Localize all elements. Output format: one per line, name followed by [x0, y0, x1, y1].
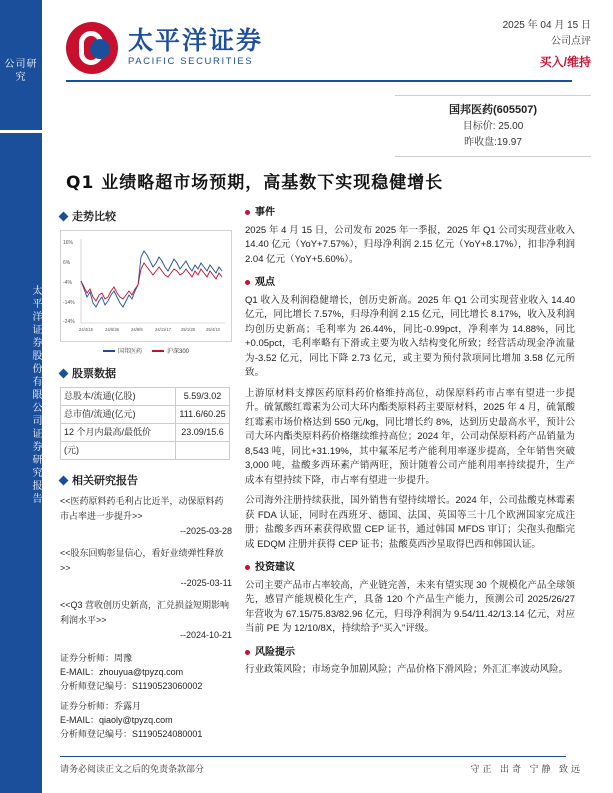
report-date: 2025 年 04 月 15 日	[502, 20, 591, 31]
row-value: 23.09/15.6	[176, 424, 230, 442]
paragraph: 行业政策风险；市场竞争加剧风险；产品价格下滑风险；外汇汇率波动风险。	[245, 664, 569, 675]
page-title: Q1 业绩略超市场预期，高基数下实现稳健增长	[66, 173, 444, 193]
stock-data-title: 股票数据	[72, 368, 116, 380]
analyst-cert: 分析师登记编号：S1190524080001	[60, 729, 203, 739]
list-item[interactable]	[60, 598, 232, 643]
stock-header-box	[395, 95, 591, 157]
report-type: 公司点评	[551, 36, 591, 47]
table-row	[61, 406, 230, 424]
section-event	[245, 206, 575, 267]
related-reports-section-head	[60, 472, 232, 488]
target-price: 目标价: 25.00	[462, 121, 524, 132]
related-reports-title: 相关研究报告	[72, 475, 138, 487]
section-title: 事件	[255, 207, 275, 218]
page-header	[42, 0, 613, 96]
last-close-price: 昨收盘:19.97	[464, 137, 522, 148]
table-row	[61, 424, 230, 442]
chart-title: 走势比较	[72, 211, 116, 223]
brand-name-en: PACIFIC SECURITIES	[128, 56, 254, 67]
row-key: 总市值/流通(亿元)	[61, 406, 176, 424]
section-risk	[245, 646, 575, 678]
rail-tab-1-label: 公司研究	[4, 59, 38, 83]
brand-text	[128, 27, 263, 69]
svg-text:-24%: -24%	[63, 319, 75, 325]
legend-swatch-index	[152, 350, 164, 352]
section-head	[245, 276, 575, 291]
row-key: 总股本/流通(亿股)	[61, 388, 176, 406]
section-head	[245, 561, 575, 576]
rail-tab-company-research	[0, 58, 42, 84]
report-title: <<股东回购彰显信心，看好业绩弹性释放>>	[60, 548, 224, 573]
pacific-logo-icon	[66, 22, 118, 74]
related-reports-list	[60, 494, 232, 643]
paragraph: Q1 收入及利润稳健增长，创历史新高。2025 年 Q1 公司实现营业收入 14.40 亿元，同比增长 7.57%，归母净利润 2.15 亿元，同比增长 8.17%，收入及利润均创历史新高；毛利率为 26.44%，同比-0.99pct，净利率为 14.88%，同比+0.05pct，毛利率略有下滑或主要为收入结构变化所致；经营活动现金净流量为-3.52 亿元，同比下降 2.73 亿元，或主要为预付款项同比增加 3.58 亿元所致。	[245, 294, 575, 378]
section-title: 风险提示	[255, 646, 295, 658]
svg-text:-14%: -14%	[63, 300, 75, 306]
rail-tab-2-label: 太平洋证券股份有限公司证券研究报告	[30, 284, 41, 506]
svg-text:-4%: -4%	[63, 280, 72, 286]
row-value: 5.59/3.02	[176, 388, 230, 406]
bullet-dot-icon	[245, 210, 250, 215]
svg-text:24/4/15: 24/4/15	[79, 327, 93, 332]
chart-section-head	[60, 208, 232, 224]
footer-disclaimer: 请务必阅读正文之后的免责条款部分	[60, 764, 205, 774]
left-column	[60, 208, 232, 747]
svg-text:25/1/28: 25/1/28	[181, 327, 195, 332]
report-date: --2025-03-11	[180, 578, 232, 588]
svg-text:24/9/6: 24/9/6	[131, 327, 143, 332]
analyst-name: 证券分析师：乔露月	[60, 701, 142, 711]
rail-tab-firm-name	[0, 245, 42, 545]
svg-text:6%: 6%	[63, 260, 71, 266]
table-row	[61, 388, 230, 406]
report-title: <<医药原料药毛利占比近半，动保原料药市占率进一步提升>>	[60, 496, 224, 521]
analyst-email[interactable]: E-MAIL：qiaoly@tpyzq.com	[60, 715, 173, 725]
section-investment-advice	[245, 561, 575, 637]
brand-name-cn: 太平洋证券	[128, 26, 264, 55]
legend-swatch-stock	[103, 350, 115, 352]
brand-logo	[66, 22, 263, 74]
analyst-name: 证券分析师：周豫	[60, 653, 133, 663]
chart-legend	[60, 346, 232, 355]
diamond-bullet-icon	[59, 368, 69, 378]
row-value: 111.6/60.25	[176, 406, 230, 424]
section-head	[245, 646, 575, 661]
list-item[interactable]	[60, 494, 232, 539]
footer-slogan: 守正 出奇 宁静 致远	[470, 764, 583, 774]
legend-item-stock	[103, 346, 142, 355]
row-key: 12 个月内最高/最低价	[61, 424, 176, 442]
section-head	[245, 206, 575, 221]
report-date: --2024-10-21	[179, 630, 232, 640]
paragraph: 2025 年 4 月 15 日，公司发布 2025 年一季报，2025 年 Q1 公司实现营业收入 14.40 亿元（YoY+7.57%），归母净利润 2.15 亿元（YoY+8.17%），扣非净利润 2.04 亿元（YoY+5.60%）。	[245, 224, 575, 265]
analyst-2	[60, 699, 232, 741]
svg-text:24/6/26: 24/6/26	[105, 327, 119, 332]
section-title: 投资建议	[255, 562, 295, 573]
analyst-1	[60, 651, 232, 693]
paragraph: 公司海外注册持续获批，国外销售有望持续增长。2024 年，公司盐酸克林霉素获 FDA 认证，同时在西班牙、德国、法国、英国等三十几个欧洲国家完成注册；盐酸多西环素获得欧盟 CEP 证书，通过韩国 MFDS 审订；尖孢头孢酯完成 EDQM 注册并获得 CEP 证书；盐酸莫西沙星取得巴西和韩国认证。	[245, 495, 575, 550]
stock-data-section-head	[60, 365, 232, 381]
footer-divider	[60, 756, 566, 757]
rating-badge: 买入/维持	[539, 55, 591, 69]
row-key: (元)	[61, 442, 176, 460]
report-date: --2025-03-28	[179, 526, 232, 536]
svg-text:16%: 16%	[63, 240, 74, 246]
chart-svg	[61, 231, 229, 339]
rail-gap	[0, 130, 42, 133]
report-title: <<Q3 营收创历史新高，汇兑损益短期影响利润水平>>	[60, 600, 230, 625]
section-view	[245, 276, 575, 552]
analyst-cert: 分析师登记编号：S1190523060002	[60, 681, 203, 691]
list-item[interactable]	[60, 546, 232, 591]
paragraph: 公司主要产品市占率较高，产业链完善，未来有望实现 30 个规模化产品全球领先，感冒产能规模化生产，具备 120 个产品生产能力，预测公司 2025/26/27 年营收为 67.15/75.83/82.96 亿元，归母净利润为 9.54/11.42/13.14 亿元，对应当前 PE 为 12/10/8X，持续给予"买入"评级。	[245, 579, 575, 634]
table-row	[61, 442, 230, 460]
legend-label-stock: 国邦医药	[117, 349, 142, 355]
price-trend-chart	[60, 230, 232, 342]
svg-text:25/4/10: 25/4/10	[206, 327, 220, 332]
legend-label-index: 沪深300	[167, 349, 190, 355]
right-column	[245, 206, 575, 687]
header-meta	[401, 18, 591, 72]
bullet-dot-icon	[245, 650, 250, 655]
analyst-email[interactable]: E-MAIL：zhouyua@tpyzq.com	[60, 667, 184, 677]
bullet-dot-icon	[245, 280, 250, 285]
bullet-dot-icon	[245, 565, 250, 570]
section-title: 观点	[255, 277, 275, 288]
analyst-block	[60, 651, 232, 741]
row-value	[176, 442, 230, 460]
diamond-bullet-icon	[59, 211, 69, 221]
paragraph: 上游原材料支撑医药原料药价格维持高位，动保原料药市占率有望进一步提升。硫氰酸红霉素为公司大环内酯类原料药主要原材料，2025 年 4 月，硫氰酸红霉素市场价格达到 550 元/kg，同比增长约 8%，达到历史最高水平，预计公司大环内酯类原料药价格继续维持高位；2024 年，公司动保原料药产品销量为 8,543 吨，同比+31.19%，其中氟苯尼考产能利用率逐步提高，全年销售突破 3,000 吨，盐酸多西环素产销两旺，预计随着公司产能利用率持续提升，生产成本有望持续下降，市占率有望进一步提升。	[245, 387, 575, 486]
header-divider	[66, 80, 572, 82]
legend-item-index	[152, 346, 189, 355]
stock-name-code: 国邦医药(605507)	[448, 104, 538, 116]
stock-data-table	[60, 387, 230, 460]
svg-text:24/11/17: 24/11/17	[155, 327, 171, 332]
diamond-bullet-icon	[59, 475, 69, 485]
